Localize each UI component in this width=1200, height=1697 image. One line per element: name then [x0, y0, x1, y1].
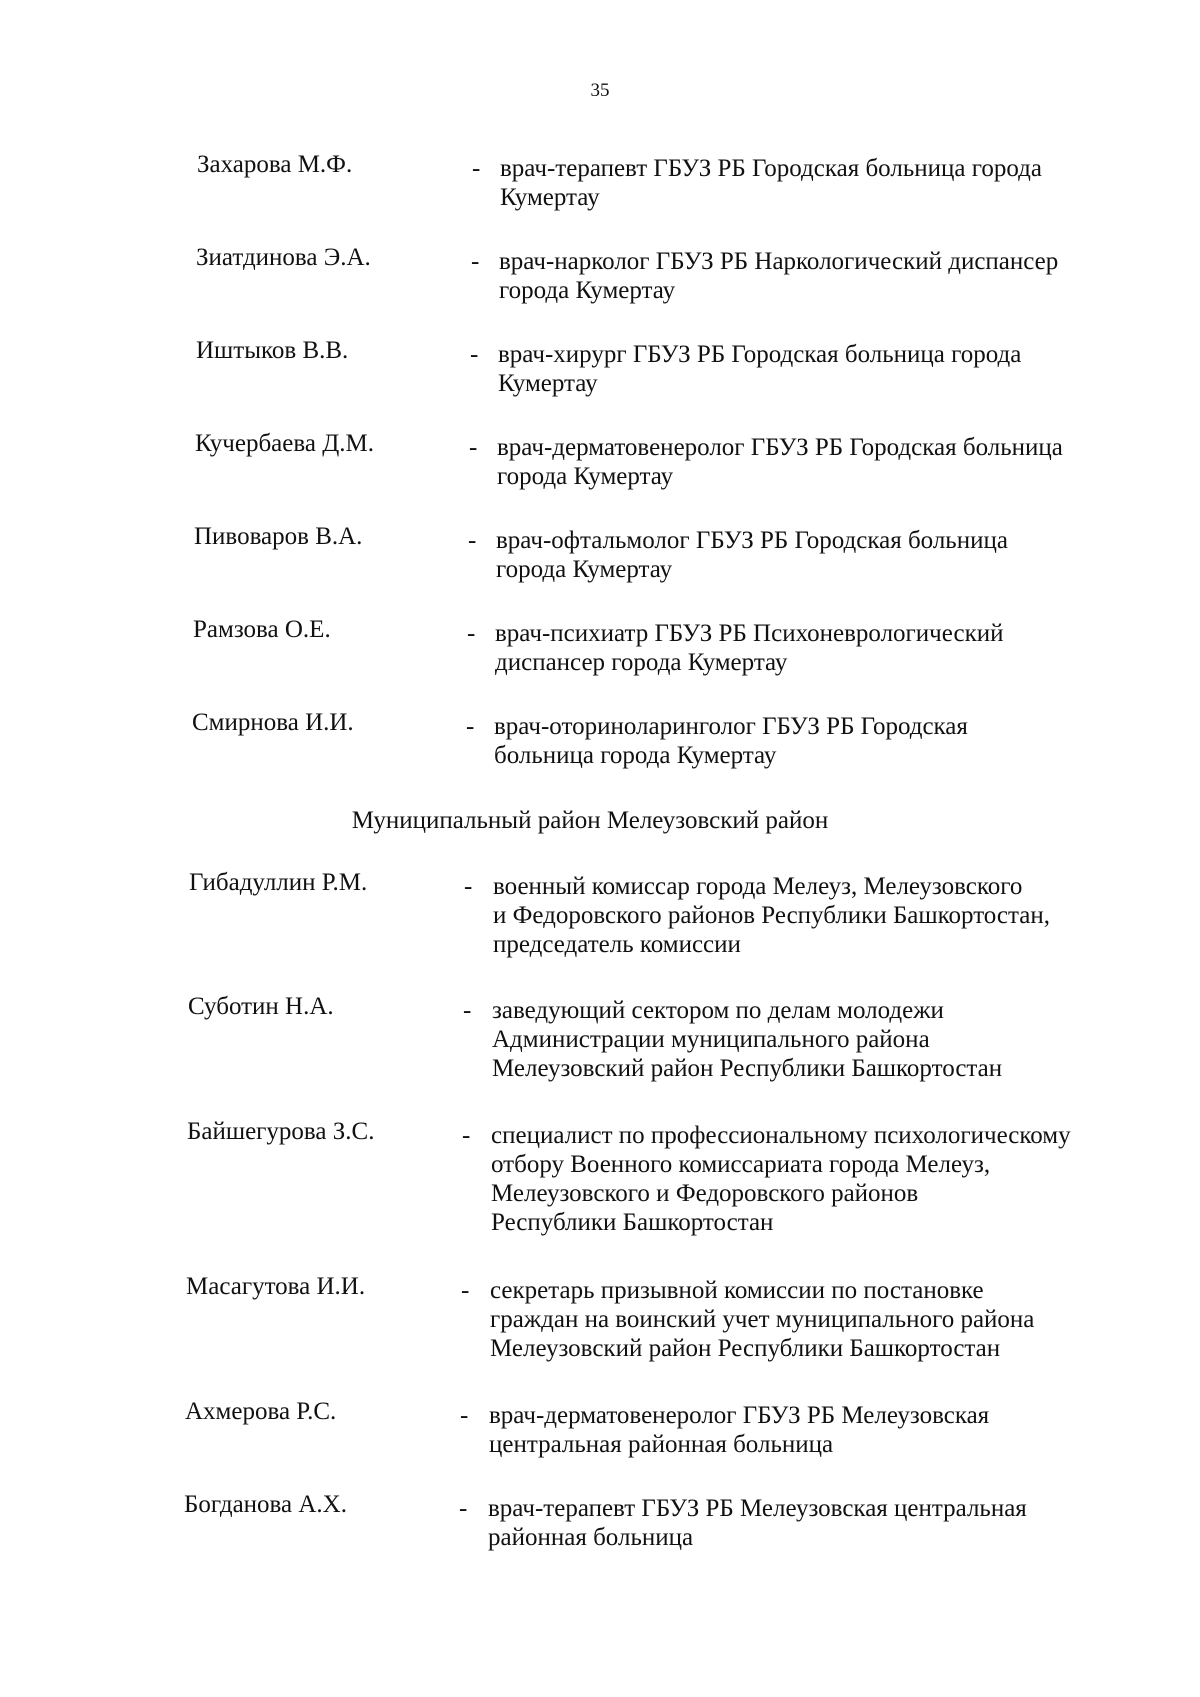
position-line: заведующий сектором по делам молодежи — [492, 997, 944, 1024]
member-name: Суботин Н.А. — [188, 993, 334, 1020]
dash-separator: - — [469, 434, 478, 461]
dash-separator: - — [471, 248, 480, 275]
member-name: Ахмерова Р.С. — [185, 1398, 337, 1425]
member-position — [500, 154, 1042, 212]
position-line: центральная районная больница — [489, 1431, 834, 1458]
dash-separator: - — [461, 1277, 470, 1304]
position-line: Мелеузовский район Республики Башкортостан — [490, 1335, 1001, 1362]
position-line: военный комиссар города Мелеуз, Мелеузовского — [493, 873, 1023, 900]
member-name: Пивоваров В.А. — [194, 523, 363, 550]
position-line: врач-нарколог ГБУЗ РБ Наркологический диспансер — [499, 248, 1059, 275]
member-name: Кучербаева Д.М. — [195, 430, 374, 457]
member-position — [499, 247, 1058, 305]
position-line: граждан на воинский учет муниципального района — [490, 1306, 1035, 1333]
member-position — [497, 433, 1063, 491]
position-line: врач-психиатр ГБУЗ РБ Психоневрологический — [495, 620, 1004, 647]
member-position — [492, 996, 1002, 1083]
member-name: Гибадуллин Р.М. — [189, 869, 368, 896]
member-name: Зиатдинова Э.А. — [196, 244, 371, 271]
member-name: Масагутова И.И. — [186, 1273, 366, 1300]
position-line: врач-дерматовенеролог ГБУЗ РБ Мелеузовская — [489, 1402, 990, 1429]
dash-separator: - — [466, 713, 475, 740]
member-position — [496, 526, 1008, 584]
member-name: Захарова М.Ф. — [197, 151, 353, 178]
position-line: Кумертау — [498, 370, 598, 397]
position-line: председатель комиссии — [493, 931, 741, 958]
position-line: города Кумертау — [496, 556, 673, 583]
position-line: врач-оториноларинголог ГБУЗ РБ Городская — [494, 713, 968, 740]
member-position — [493, 872, 1050, 959]
dash-separator: - — [472, 155, 481, 182]
position-line: Мелеузовского и Федоровского районов — [491, 1180, 919, 1207]
position-line: диспансер города Кумертау — [495, 649, 788, 676]
position-line: секретарь призывной комиссии по постановке — [490, 1277, 984, 1304]
dash-separator: - — [463, 997, 472, 1024]
position-line: города Кумертау — [499, 277, 676, 304]
member-name: Байшегурова З.С. — [187, 1118, 375, 1145]
position-line: Администрации муниципального района — [492, 1026, 930, 1053]
member-position — [495, 619, 1003, 677]
member-name: Богданова А.Х. — [184, 1491, 347, 1518]
member-name: Иштыков В.В. — [196, 337, 349, 364]
position-line: Республики Башкортостан — [491, 1209, 774, 1236]
section-heading: Муниципальный район Мелеузовский район — [351, 807, 829, 834]
position-line: и Федоровского районов Республики Башкортостан, — [493, 902, 1050, 929]
member-position — [490, 1276, 1034, 1363]
member-position — [491, 1121, 1071, 1237]
member-name: Смирнова И.И. — [192, 709, 354, 736]
dash-separator: - — [459, 1495, 468, 1522]
member-name: Рамзова О.Е. — [193, 616, 331, 643]
member-position — [488, 1494, 1027, 1552]
position-line: Кумертау — [500, 184, 600, 211]
position-line: отбору Военного комиссариата города Мелеуз, — [491, 1151, 991, 1178]
dash-separator: - — [460, 1402, 469, 1429]
position-line: врач-дерматовенеролог ГБУЗ РБ Городская больница — [497, 434, 1063, 461]
position-line: врач-офтальмолог ГБУЗ РБ Городская больница — [496, 527, 1008, 554]
position-line: районная больница — [488, 1524, 694, 1551]
position-line: больница города Кумертау — [494, 742, 777, 769]
page-number: 35 — [590, 80, 610, 101]
position-line: врач-терапевт ГБУЗ РБ Городская больница города — [500, 155, 1042, 182]
position-line: врач-хирург ГБУЗ РБ Городская больница города — [498, 341, 1022, 368]
position-line: Мелеузовский район Республики Башкортостан — [492, 1055, 1003, 1082]
member-position — [489, 1401, 989, 1459]
dash-separator: - — [470, 341, 479, 368]
member-position — [494, 712, 968, 770]
dash-separator: - — [462, 1122, 471, 1149]
dash-separator: - — [464, 873, 473, 900]
member-position — [498, 340, 1021, 398]
dash-separator: - — [467, 620, 476, 647]
position-line: специалист по профессиональному психологическому — [491, 1122, 1071, 1149]
position-line: врач-терапевт ГБУЗ РБ Мелеузовская центральная — [488, 1495, 1027, 1522]
position-line: города Кумертау — [497, 463, 674, 490]
dash-separator: - — [468, 527, 477, 554]
